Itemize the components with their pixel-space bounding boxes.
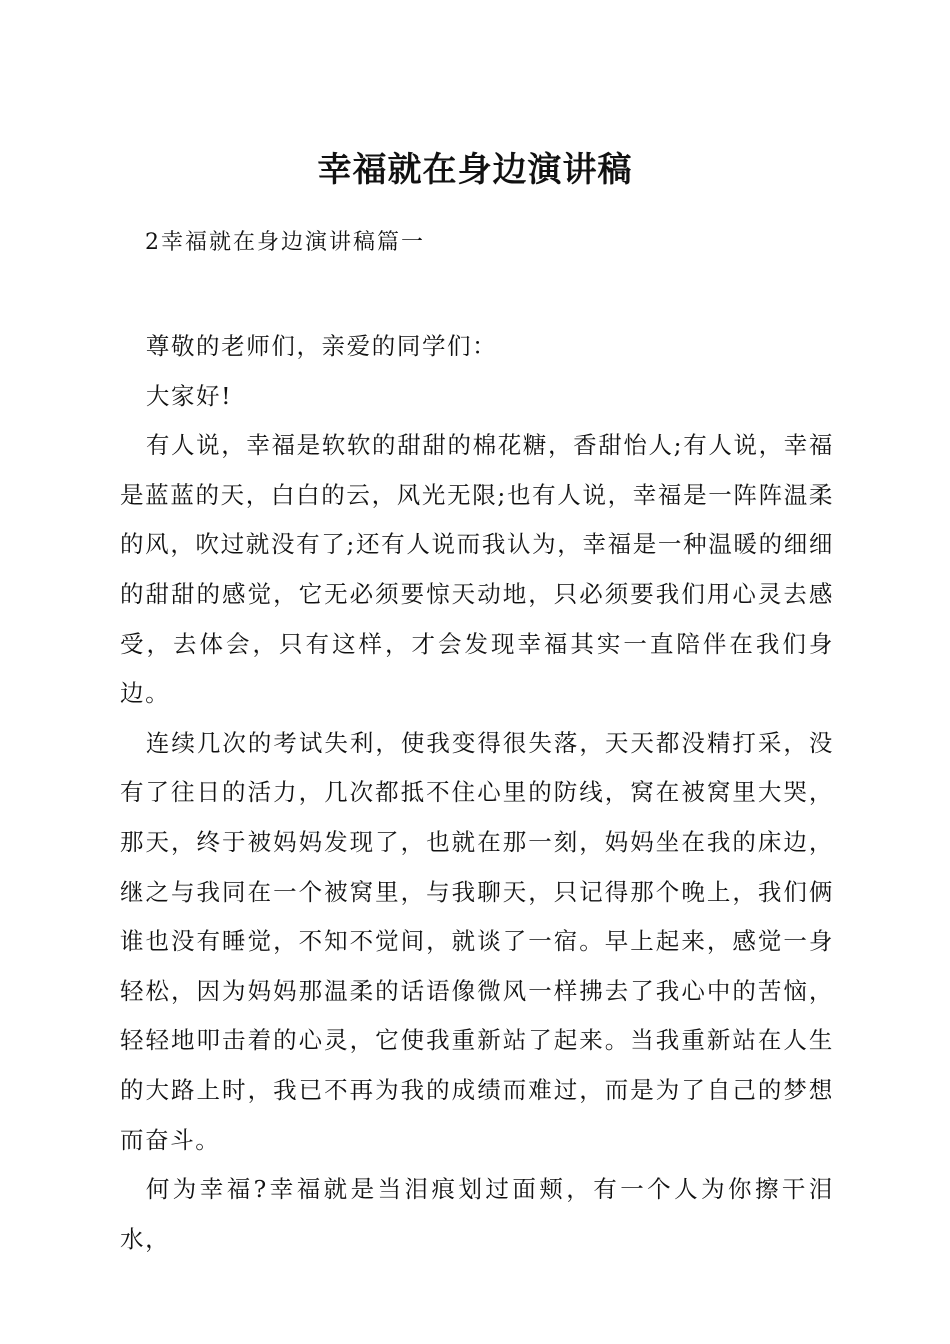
paragraph-greeting: 大家好! xyxy=(145,381,233,410)
paragraph-body: 有人说，幸福是软软的甜甜的棉花糖，香甜怡人;有人说，幸福是蓝蓝的天，白白的云，风光无限;也有人说，幸福是一阵阵温柔的风，吹过就没有了;还有人说而我认为，幸福是一种温暖的细细的甜甜的感觉，它无必须要惊天动地，只必须要我们用心灵去感受，去体会，只有这样，才会发现幸福其实一直陪伴在我们身边。 xyxy=(120,431,834,708)
document-title: 幸福就在身边演讲稿 xyxy=(317,150,633,190)
document-subtitle: 2幸福就在身边演讲稿篇一 xyxy=(145,230,425,255)
paragraph-salutation: 尊敬的老师们，亲爱的同学们： xyxy=(145,332,498,360)
document-body xyxy=(120,322,834,1264)
paragraph-body: 连续几次的考试失利，使我变得很失落，天天都没精打采，没有了往日的活力，几次都抵不住心里的防线，窝在被窝里大哭，那天，终于被妈妈发现了，也就在那一刻，妈妈坐在我的床边，继之与我同在一个被窝里，与我聊天，只记得那个晚上，我们俩谁也没有睡觉，不知不觉间，就谈了一宿。早上起来，感觉一身轻松，因为妈妈那温柔的话语像微风一样拂去了我心中的苦恼，轻轻地叩击着的心灵，它使我重新站了起来。当我重新站在人生的大路上时，我已不再为我的成绩而难过，而是为了自己的梦想而奋斗。 xyxy=(120,728,834,1154)
paragraph-body: 何为幸福?幸福就是当泪痕划过面颊，有一个人为你擦干泪水， xyxy=(120,1175,834,1253)
